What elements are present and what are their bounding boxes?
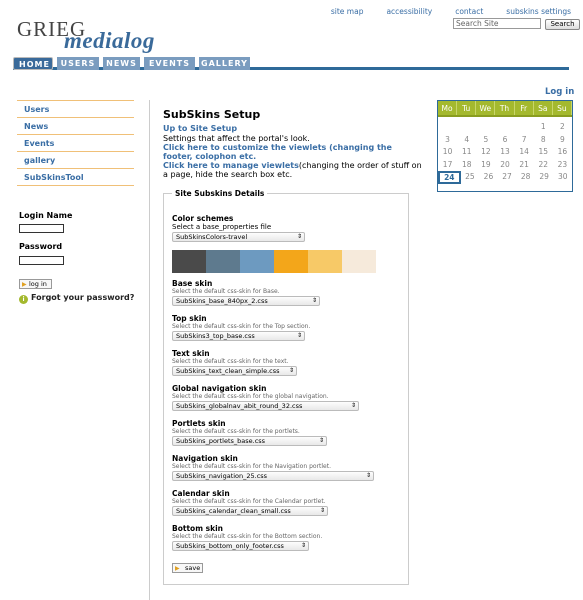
site-actions [308, 7, 571, 16]
swatch [342, 250, 376, 273]
search-input[interactable]: Search Site [453, 18, 541, 29]
navigation-skin-section [172, 454, 331, 470]
calendar-skin-section [172, 489, 326, 505]
global-navigation-skin-sub: Select the default css-skin for the global navigation. [172, 393, 329, 400]
up-to-site-setup-link[interactable]: Up to Site Setup [163, 124, 238, 133]
calendar-day [476, 121, 495, 134]
select-arrows-icon: ⇕ [350, 402, 356, 409]
calendar-week [438, 171, 572, 184]
log-in-button-label: log in [29, 280, 47, 288]
bottom-skin-section [172, 524, 322, 540]
weekday-mo: Mo [438, 101, 457, 115]
calendar-day[interactable]: 11 [461, 147, 472, 156]
base-skin-section [172, 279, 280, 295]
bottom-skin-title: Bottom skin [172, 524, 223, 533]
calendar-header [438, 101, 572, 117]
password-field[interactable] [19, 256, 64, 265]
logo-word-medialog: medialog [64, 28, 155, 53]
weekday-su: Su [553, 101, 572, 115]
column-divider [149, 100, 150, 600]
description-text: Settings that affect the portal's look. [163, 134, 310, 143]
calendar-day[interactable]: 29 [539, 172, 549, 181]
calendar-day[interactable]: 2 [560, 122, 565, 131]
base-skin-title: Base skin [172, 279, 213, 288]
navigation-skin-select[interactable] [172, 471, 374, 481]
select-arrows-icon: ⇕ [296, 233, 302, 240]
bottom-skin-sub: Select the default css-skin for the Bottom section. [172, 533, 323, 540]
logo-word-grieg: GRIEG [17, 17, 87, 41]
select-arrows-icon: ⇕ [365, 472, 371, 479]
tab-home[interactable]: HOME [13, 57, 53, 70]
calendar-skin-title: Calendar skin [172, 489, 230, 498]
text-skin-section [172, 349, 289, 365]
color-scheme-select[interactable] [172, 232, 305, 242]
weekday-we: We [476, 101, 495, 115]
main-content [163, 108, 423, 179]
navigation-skin-title: Navigation skin [172, 454, 238, 463]
color-schemes-section [172, 214, 271, 231]
text-skin-sub: Select the default css-skin for the text. [172, 358, 289, 365]
base-skin-select[interactable] [172, 296, 320, 306]
calendar-day[interactable]: 16 [557, 147, 568, 156]
nav-item-users[interactable]: Users [17, 100, 134, 118]
log-in-button[interactable] [19, 279, 52, 289]
color-swatches [172, 250, 376, 273]
weekday-sa: Sa [534, 101, 553, 115]
portlets-skin-select[interactable] [172, 436, 327, 446]
calendar-week [438, 159, 572, 172]
portlets-skin-title: Portlets skin [172, 419, 226, 428]
calendar-day[interactable]: 22 [538, 159, 549, 169]
calendar-today[interactable]: 24 [438, 171, 461, 184]
forgot-password-label: Forgot your password? [31, 293, 135, 302]
portlets-skin-sub: Select the default css-skin for the portlets. [172, 428, 300, 435]
base-skin-value: SubSkins_base_840px_2.css [176, 297, 268, 305]
calendar-day[interactable]: 5 [483, 134, 489, 144]
select-arrows-icon: ⇕ [296, 332, 302, 339]
navigation-skin-value: SubSkins_navigation_25.css [176, 472, 268, 480]
calendar-skin-select[interactable] [172, 506, 328, 516]
global-navigation-skin-title: Global navigation skin [172, 384, 267, 393]
page-title: SubSkins Setup [163, 108, 261, 121]
calendar-portlet [437, 100, 573, 192]
calendar-body [438, 117, 572, 184]
tab-events[interactable]: EVENTS [144, 57, 195, 70]
select-arrows-icon: ⇕ [300, 542, 306, 549]
calendar-day[interactable]: 9 [560, 134, 565, 144]
calendar-day[interactable]: 4 [464, 134, 470, 144]
accessibility-link[interactable]: accessibility [386, 7, 433, 16]
top-skin-value: SubSkins3_top_base.css [176, 332, 255, 340]
info-icon: i [19, 295, 28, 304]
portlets-skin-section [172, 419, 300, 435]
top-skin-sub: Select the default css-skin for the Top section. [172, 323, 311, 330]
manage-viewlets-note: (changing the order of stuff on a page, hide the search box etc. [163, 161, 422, 179]
swatch [308, 250, 342, 273]
manage-viewlets-link[interactable]: Click here to manage viewlets [163, 161, 299, 170]
calendar-day [457, 121, 476, 134]
navigation-portlet [17, 100, 134, 186]
base-skin-sub: Select the default css-skin for Base. [172, 288, 280, 295]
calendar-day[interactable]: 17 [442, 159, 453, 169]
nav-item-subskinstool[interactable]: SubSkinsTool [17, 168, 134, 186]
weekday-th: Th [495, 101, 514, 115]
select-arrows-icon: ⇕ [288, 367, 294, 374]
calendar-skin-value: SubSkins_calendar_clean_small.css [176, 507, 291, 515]
calendar-day[interactable]: 1 [540, 122, 546, 131]
swatch [274, 250, 308, 273]
arrow-icon: ▶ [22, 281, 27, 288]
calendar-week [438, 134, 572, 147]
swatch [206, 250, 240, 273]
color-scheme-value: SubSkinsColors-travel [176, 233, 248, 241]
calendar-day[interactable]: 14 [519, 147, 529, 156]
calendar-day [495, 121, 514, 134]
calendar-week [438, 121, 572, 134]
global-navigation [13, 57, 569, 70]
select-arrows-icon: ⇕ [311, 297, 317, 304]
calendar-day[interactable]: 19 [481, 159, 491, 169]
login-name-field[interactable] [19, 224, 64, 233]
calendar-day[interactable]: 26 [483, 172, 494, 181]
calendar-day[interactable]: 28 [520, 172, 531, 181]
top-skin-select[interactable] [172, 331, 305, 341]
calendar-day[interactable]: 3 [445, 134, 450, 144]
calendar-day[interactable]: 18 [461, 159, 472, 169]
tab-news[interactable]: NEWS [103, 57, 140, 70]
forgot-password-link[interactable] [19, 293, 134, 304]
weekday-fr: Fr [515, 101, 534, 115]
global-navigation-skin-section [172, 384, 329, 400]
portlets-skin-value: SubSkins_portlets_base.css [176, 437, 266, 445]
calendar-day [515, 121, 534, 134]
navigation-skin-sub: Select the default css-skin for the Navigation portlet. [172, 463, 331, 470]
tab-users[interactable]: USERS [57, 57, 99, 70]
calendar-day[interactable]: 30 [557, 172, 568, 181]
password-label: Password [19, 242, 63, 251]
site-map-link[interactable]: site map [330, 7, 364, 16]
weekday-tu: Tu [457, 101, 476, 115]
calendar-skin-sub: Select the default css-skin for the Calendar portlet. [172, 498, 326, 505]
calendar-day[interactable]: 15 [538, 147, 549, 156]
page-description [163, 134, 423, 179]
search-button[interactable]: Search [545, 19, 580, 30]
calendar-day[interactable]: 20 [500, 159, 510, 169]
contact-link[interactable]: contact [455, 7, 484, 16]
text-skin-value: SubSkins_text_clean_simple.css [176, 367, 280, 375]
calendar-day[interactable]: 6 [502, 134, 508, 144]
nav-item-gallery[interactable]: gallery [17, 151, 134, 169]
calendar-day[interactable]: 13 [500, 147, 510, 156]
select-arrows-icon: ⇕ [319, 507, 325, 514]
calendar-day[interactable]: 8 [540, 134, 546, 144]
select-arrows-icon: ⇕ [318, 437, 324, 444]
color-schemes-sub: Select a base_properties file [172, 223, 272, 231]
customize-viewlets-link[interactable]: Click here to customize the viewlets (changing the footer, colophon etc. [163, 143, 392, 161]
subskins-settings-link[interactable]: subskins settings [506, 7, 571, 16]
calendar-day[interactable]: 25 [465, 172, 475, 181]
global-navigation-skin-select[interactable] [172, 401, 359, 411]
calendar-week [438, 146, 572, 159]
log-in-link[interactable]: Log in [545, 87, 575, 97]
arrow-icon: ▶ [175, 565, 180, 572]
top-skin-section [172, 314, 310, 330]
subskins-fieldset [163, 189, 409, 585]
text-skin-select[interactable] [172, 366, 297, 376]
swatch [172, 250, 206, 273]
save-button[interactable] [172, 563, 203, 573]
top-skin-title: Top skin [172, 314, 207, 323]
fieldset-legend: Site Subskins Details [172, 189, 267, 198]
bottom-skin-value: SubSkins_bottom_only_footer.css [176, 542, 284, 550]
nav-item-news[interactable]: News [17, 117, 134, 135]
calendar-day[interactable]: 23 [557, 159, 568, 169]
nav-item-events[interactable]: Events [17, 134, 134, 152]
calendar-day[interactable]: 27 [502, 172, 512, 181]
global-navigation-skin-value: SubSkins_globalnav_abit_round_32.css [176, 402, 303, 410]
calendar-day[interactable]: 21 [519, 159, 529, 169]
color-schemes-title: Color schemes [172, 214, 234, 223]
calendar-day[interactable]: 12 [481, 147, 491, 156]
bottom-skin-select[interactable] [172, 541, 309, 551]
site-logo[interactable] [17, 16, 155, 56]
calendar-day[interactable]: 10 [442, 147, 453, 156]
calendar-day [438, 121, 457, 134]
calendar-day[interactable]: 7 [521, 134, 527, 144]
swatch [240, 250, 274, 273]
save-button-label: save [185, 564, 201, 572]
login-name-label: Login Name [19, 211, 73, 220]
text-skin-title: Text skin [172, 349, 210, 358]
tab-gallery[interactable]: GALLERY [199, 57, 250, 70]
